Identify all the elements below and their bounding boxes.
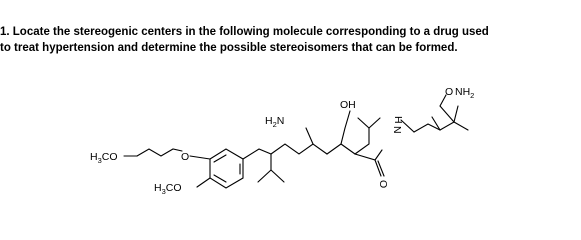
question-line-1: 1. Locate the stereogenic centers in the following molecule corresponding to a drug used (0, 26, 489, 38)
label-methoxy-bottom: $H_3CO$ (154, 182, 182, 196)
label-methoxy-top: $H_3CO$ (90, 151, 118, 165)
label-ether-oxygen: O (181, 151, 190, 163)
label-amine: $H_2N$ (265, 115, 285, 129)
label-amide-h: H (392, 116, 404, 124)
question-line-2: to treat hypertension and determine the possible stereoisomers that can be formed. (0, 42, 458, 54)
label-amide-nh2: $NH_2$ (455, 86, 475, 100)
skeleton-bonds (124, 95, 468, 188)
label-amide-nitrogen: N (391, 126, 403, 134)
label-amide-oxygen-bottom: O (377, 180, 389, 189)
label-carbonyl-oxygen: O (445, 86, 454, 98)
label-hydroxyl: OH (340, 99, 356, 111)
